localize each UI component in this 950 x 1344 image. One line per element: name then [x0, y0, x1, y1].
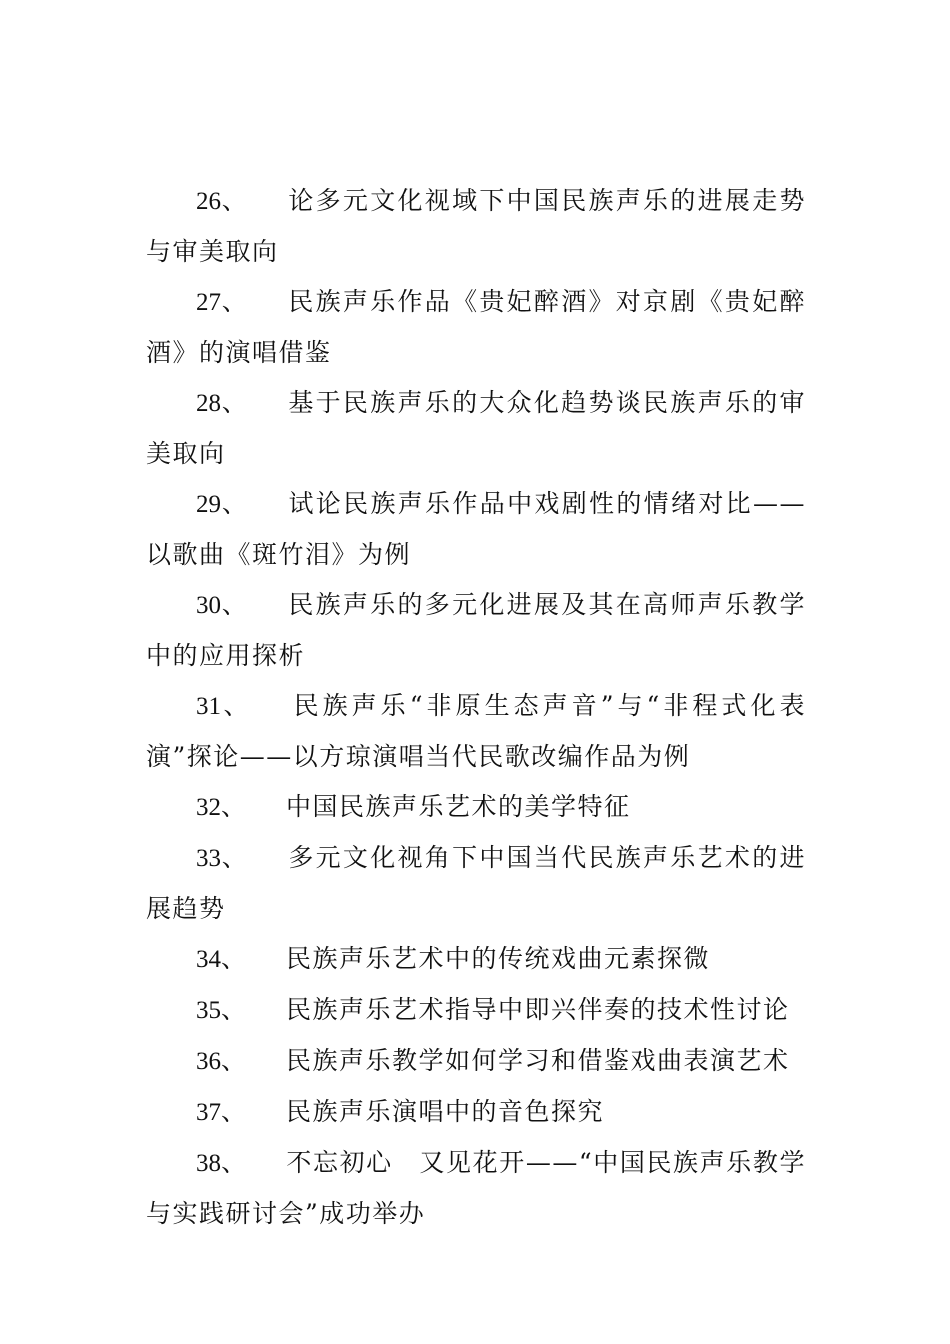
item-title: 试论民族声乐作品中戏剧性的情绪对比——以歌曲《斑竹泪》为例 [146, 489, 806, 569]
list-item [146, 277, 806, 378]
item-number: 30、 [196, 592, 248, 619]
reference-list [146, 176, 806, 1239]
item-title: 论多元文化视域下中国民族声乐的进展走势与审美取向 [146, 186, 806, 266]
list-item [146, 934, 806, 985]
item-title: 民族声乐艺术指导中即兴伴奏的技术性讨论 [286, 995, 790, 1024]
list-item [146, 378, 806, 479]
item-title: 中国民族声乐艺术的美学特征 [286, 792, 631, 821]
item-title: 基于民族声乐的大众化趋势谈民族声乐的审美取向 [146, 388, 806, 468]
item-title: 民族声乐演唱中的音色探究 [286, 1097, 605, 1126]
item-title: 民族声乐“非原生态声音”与“非程式化表演”探论——以方琼演唱当代民歌改编作品为例 [146, 691, 806, 771]
list-item [146, 782, 806, 833]
list-item [146, 580, 806, 681]
item-number: 26、 [196, 188, 248, 215]
item-number: 34、 [196, 946, 247, 973]
item-number: 29、 [196, 491, 248, 518]
item-number: 27、 [196, 289, 248, 316]
list-item [146, 681, 806, 782]
item-title: 民族声乐教学如何学习和借鉴戏曲表演艺术 [286, 1046, 790, 1075]
list-item [146, 833, 806, 934]
item-number: 32、 [196, 794, 247, 821]
item-title: 民族声乐作品《贵妃醉酒》对京剧《贵妃醉酒》的演唱借鉴 [146, 287, 806, 367]
item-number: 37、 [196, 1099, 247, 1126]
item-title: 民族声乐艺术中的传统戏曲元素探微 [286, 944, 711, 973]
list-item [146, 176, 806, 277]
item-number: 35、 [196, 997, 247, 1024]
item-number: 38、 [196, 1150, 247, 1177]
list-item [146, 479, 806, 580]
list-item [146, 1036, 806, 1087]
item-number: 28、 [196, 390, 248, 417]
item-number: 33、 [196, 845, 248, 872]
item-number: 36、 [196, 1048, 247, 1075]
item-number: 31、 [196, 693, 252, 720]
list-item [146, 1087, 806, 1138]
item-title: 多元文化视角下中国当代民族声乐艺术的进展趋势 [146, 843, 806, 923]
list-item [146, 1138, 806, 1239]
item-title: 民族声乐的多元化进展及其在高师声乐教学中的应用探析 [146, 590, 806, 670]
list-item [146, 985, 806, 1036]
item-title: 不忘初心 又见花开——“中国民族声乐教学与实践研讨会”成功举办 [146, 1148, 806, 1228]
